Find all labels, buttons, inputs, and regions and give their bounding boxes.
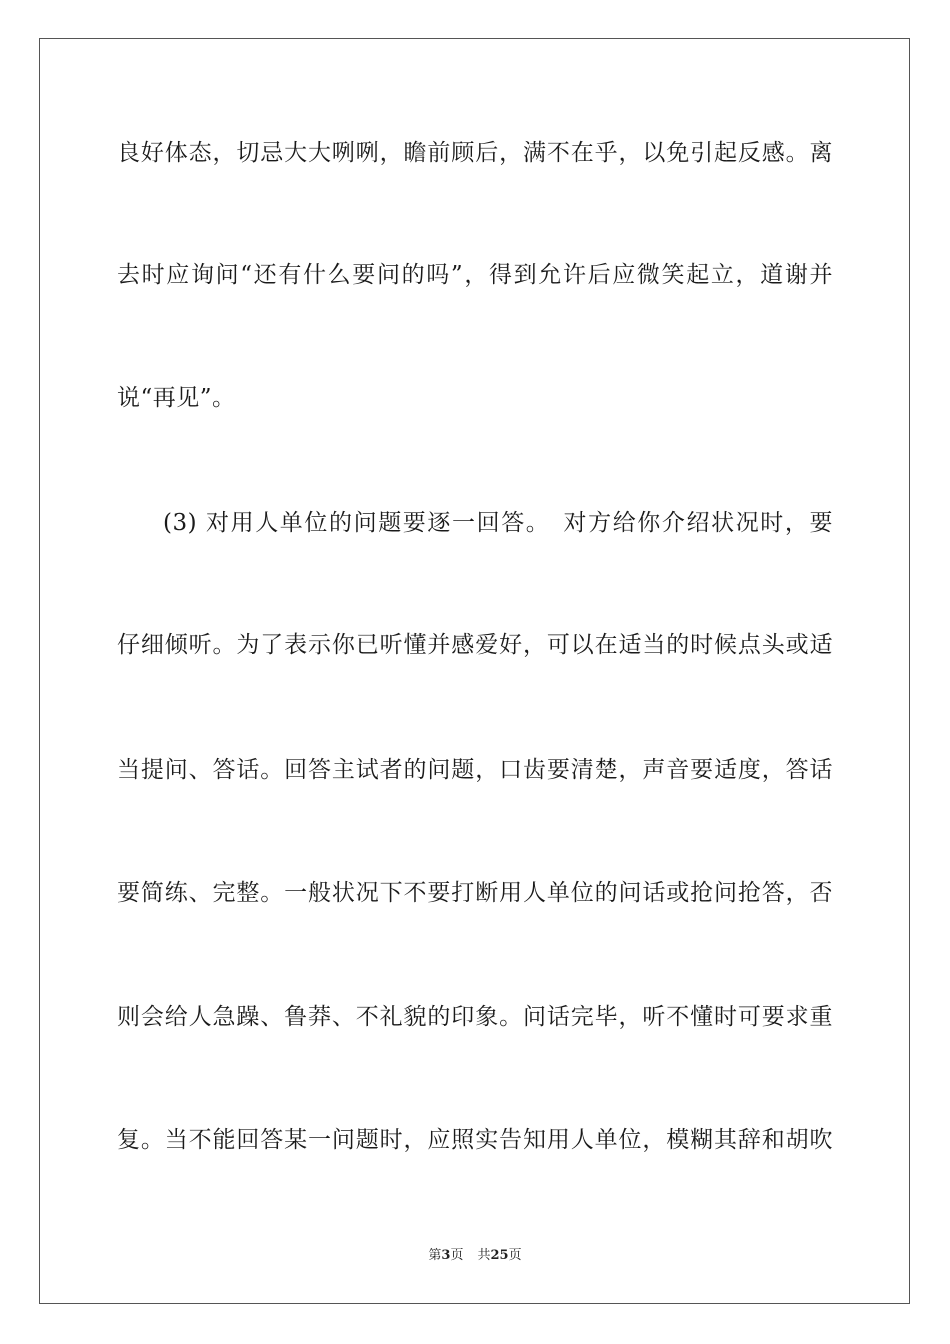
text-line: 仔细倾听。为了表示你已听懂并感爱好，可以在适当的时候点头或适 <box>117 632 833 658</box>
page-number-label: 第3页 <box>428 1248 464 1263</box>
text-line: 复。当不能回答某一问题时，应照实告知用人单位，模糊其辞和胡吹 <box>117 1127 833 1153</box>
page-footer <box>0 1247 950 1265</box>
text-line: 当提问、答话。回答主试者的问题，口齿要清楚，声音要适度，答话 <box>117 757 833 783</box>
page-border <box>39 38 910 1304</box>
text-line: 则会给人急躁、鲁莽、不礼貌的印象。问话完毕，听不懂时可要求重 <box>117 1004 833 1030</box>
text-line-indented: (3) 对用人单位的问题要逐一回答。 对方给你介绍状况时，要 <box>163 510 833 536</box>
text-line: 要简练、完整。一般状况下不要打断用人单位的问话或抢问抢答，否 <box>117 880 833 906</box>
text-line: 说“再见”。 <box>117 385 236 411</box>
text-line: 去时应询问“还有什么要问的吗”，得到允许后应微笑起立，道谢并 <box>117 262 833 288</box>
total-pages-label: 共25页 <box>477 1248 522 1263</box>
text-line: 良好体态，切忌大大咧咧，瞻前顾后，满不在乎，以免引起反感。离 <box>117 140 833 166</box>
